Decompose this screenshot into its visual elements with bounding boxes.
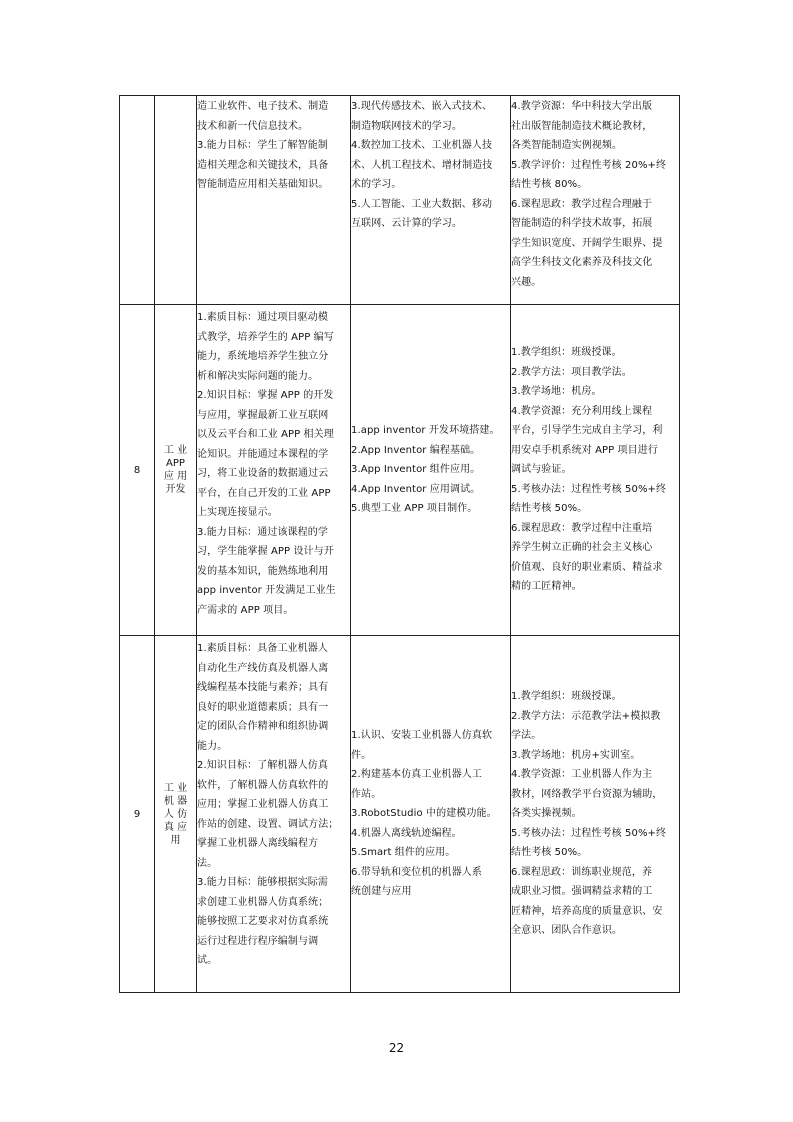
content-line: 1.app inventor 开发环境搭建。 — [351, 425, 500, 437]
requirement-line: 2.教学方法：项目教学法。 — [511, 366, 632, 378]
goal-line: 平台，在自己开发的工业 APP — [197, 487, 331, 499]
requirement-line: 平台，引导学生完成自主学习，利 — [511, 425, 663, 437]
requirement-line: 4.教学资源：充分利用线上课程 — [511, 405, 653, 417]
requirement-line: 结性考核 50%。 — [511, 503, 588, 515]
goal-line: 习，学生能掌握 APP 设计与开 — [197, 546, 334, 557]
course-name-line: 真 应 — [163, 821, 188, 833]
content-line: 制造物联网技术的学习。 — [351, 120, 463, 132]
requirement-line: 5.教学评价：过程性考核 20%+终 — [511, 159, 667, 171]
goal-line: 造相关理念和关键技术，具备 — [197, 159, 329, 171]
content-line: 作站。 — [351, 788, 382, 800]
course-name-line: 应 用 — [163, 471, 188, 482]
page-number: 22 — [388, 1041, 405, 1055]
teaching-requirements — [511, 96, 680, 305]
course-name — [155, 305, 197, 636]
goal-line: 技术和新一代信息技术。 — [197, 120, 309, 132]
row-number: 8 — [120, 305, 155, 636]
requirement-line: 6.课程思政：训练职业规范，养 — [511, 866, 653, 878]
requirement-line: 4.教学资源：工业机器人作为主 — [511, 769, 653, 781]
table-row — [120, 305, 680, 636]
requirement-line: 2.教学方法：示范教学法+模拟教 — [511, 710, 661, 722]
goal-line: 2.知识目标：掌握 APP 的开发 — [197, 390, 334, 401]
course-content — [351, 305, 511, 636]
course-name-line: 开发 — [165, 484, 186, 495]
requirement-line: 匠精神，培养高度的质量意识、安 — [511, 905, 663, 917]
goal-line: 能够按照工艺要求对仿真系统 — [197, 916, 329, 927]
goal-line: 3.能力目标：能够根据实际需 — [197, 877, 328, 888]
content-line: 6.带导轨和变位机的机器人系 — [351, 866, 482, 878]
goal-line: 定的团队合作精神和组织协调 — [197, 721, 329, 732]
goal-line: 发的基本知识，能熟练地利用 — [197, 565, 329, 577]
requirement-line: 价值观、良好的职业素质、精益求 — [511, 561, 663, 573]
goal-line: 析和解决实际问题的能力。 — [197, 370, 319, 382]
requirement-line: 兴趣。 — [511, 276, 542, 288]
goal-line: 智能制造应用相关基础知识。 — [197, 179, 329, 190]
goal-line: 能力。 — [197, 740, 228, 752]
requirement-line: 智能制造的科学技术故事，拓展 — [511, 218, 653, 229]
requirement-line: 5.考核办法：过程性考核 50%+终 — [511, 483, 667, 495]
content-line: 互联网、云计算的学习。 — [351, 218, 463, 229]
row-number: 9 — [120, 636, 155, 993]
goal-line: 应用；掌握工业机器人仿真工 — [197, 799, 329, 810]
course-name-line: 工 业 — [163, 782, 188, 794]
goal-line: 产需求的 APP 项目。 — [197, 604, 294, 616]
requirement-line: 高学生科技文化素养及科技文化 — [511, 257, 653, 268]
course-name — [155, 96, 197, 305]
content-line: 统创建与应用 — [351, 886, 412, 898]
content-line: 4.数控加工技术、工业机器人技 — [351, 140, 493, 151]
content-line: 2.构建基本仿真工业机器人工 — [351, 769, 482, 781]
goal-line: 自动化生产线仿真及机器人离 — [197, 662, 329, 674]
content-line: 5.Smart 组件的应用。 — [351, 847, 456, 859]
goal-line: 软件，了解机器人仿真软件的 — [197, 779, 329, 791]
requirement-line: 结性考核 80%。 — [511, 179, 588, 190]
goal-line: 良好的职业道德素质；具有一 — [197, 701, 329, 713]
content-line: 3.现代传感技术、嵌入式技术、 — [351, 101, 493, 112]
goal-line: 3.能力目标：学生了解智能制 — [197, 140, 328, 151]
content-line: 4.App Inventor 应用调试。 — [351, 483, 481, 495]
course-content — [351, 96, 511, 305]
table-row — [120, 636, 680, 993]
goal-line: 造工业软件、电子技术、制造 — [197, 101, 329, 112]
goal-line: 1.素质目标：具备工业机器人 — [197, 643, 328, 654]
course-name-line: APP — [166, 458, 185, 469]
goal-line: 习，将工业设备的数据通过云 — [197, 468, 329, 479]
content-line: 件。 — [351, 749, 372, 761]
goal-line: 以及云平台和工业 APP 相关理 — [197, 429, 334, 440]
requirement-line: 各类智能制造实例视频。 — [511, 140, 623, 151]
requirement-line: 6.课程思政：教学过程中注重培 — [511, 522, 653, 534]
course-goals — [197, 96, 351, 305]
content-line: 2.App Inventor 编程基础。 — [351, 444, 481, 456]
course-goals — [197, 636, 351, 993]
content-line: 3.RobotStudio 中的建模功能。 — [351, 808, 497, 820]
requirement-line: 5.考核办法：过程性考核 50%+终 — [511, 827, 667, 839]
requirement-line: 各类实操视频。 — [511, 808, 582, 820]
content-line: 5.人工智能、工业大数据、移动 — [351, 198, 493, 210]
goal-line: 求创建工业机器人仿真系统； — [197, 896, 329, 908]
requirement-line: 学生知识宽度、开阔学生眼界、提 — [511, 237, 663, 249]
course-name-line: 工 业 — [163, 445, 188, 456]
goal-line: 上实现连接显示。 — [197, 507, 278, 518]
requirement-line: 全意识、团队合作意识。 — [511, 925, 623, 937]
goal-line: 3.能力目标：通过该课程的学 — [197, 526, 328, 538]
content-line: 4.机器人离线轨迹编程。 — [351, 827, 462, 839]
requirement-line: 1.教学组织：班级授课。 — [511, 691, 622, 703]
content-line: 术的学习。 — [351, 179, 402, 190]
content-line: 术、人机工程技术、增材制造技 — [351, 159, 493, 171]
goal-line: 2.知识目标：了解机器人仿真 — [197, 760, 328, 771]
requirement-line: 教材，网络教学平台资源为辅助， — [511, 788, 663, 800]
teaching-requirements — [511, 636, 680, 993]
goal-line: 运行过程进行程序编制与调 — [197, 935, 319, 947]
requirement-line: 用安卓手机系统对 APP 项目进行 — [511, 444, 658, 456]
requirement-line: 1.教学组织：班级授课。 — [511, 347, 622, 359]
requirement-line: 养学生树立正确的社会主义核心 — [511, 542, 653, 554]
table-row — [120, 96, 680, 305]
course-content — [351, 636, 511, 993]
course-name-line: 机 器 — [163, 795, 188, 807]
goal-line: 作站的创建、设置、调试方法； — [197, 818, 339, 830]
goal-line: 能力，系统地培养学生独立分 — [197, 351, 329, 362]
requirement-line: 6.课程思政：教学过程合理融于 — [511, 198, 653, 210]
goal-line: 1.素质目标：通过项目驱动模 — [197, 312, 328, 323]
requirement-line: 4.教学资源：华中科技大学出版 — [511, 101, 653, 112]
course-table — [119, 95, 680, 993]
goal-line: 法。 — [197, 857, 218, 869]
goal-line: 式教学，培养学生的 APP 编写 — [197, 331, 334, 343]
content-line: 5.典型工业 APP 项目制作。 — [351, 503, 478, 515]
content-line: 3.App Inventor 组件应用。 — [351, 464, 481, 476]
requirement-line: 学法。 — [511, 730, 542, 742]
goal-line: app inventor 开发满足工业生 — [197, 585, 336, 596]
requirement-line: 社出版智能制造技术概论教材， — [511, 120, 653, 132]
goal-line: 掌握工业机器人离线编程方 — [197, 838, 319, 849]
requirement-line: 精的工匠精神。 — [511, 581, 582, 593]
course-goals — [197, 305, 351, 636]
content-line: 1.认识、安装工业机器人仿真软 — [351, 730, 493, 742]
course-name-line: 用 — [170, 834, 181, 846]
teaching-requirements — [511, 305, 680, 636]
goal-line: 与应用，掌握最新工业互联网 — [197, 409, 329, 421]
requirement-line: 调试与验证。 — [511, 464, 572, 476]
goal-line: 论知识。并能通过本课程的学 — [197, 448, 329, 460]
requirement-line: 3.教学场地：机房+实训室。 — [511, 749, 641, 761]
requirement-line: 成职业习惯。强调精益求精的工 — [511, 886, 653, 898]
goal-line: 线编程基本技能与素养；具有 — [197, 682, 329, 693]
course-name — [155, 636, 197, 993]
row-number — [120, 96, 155, 305]
requirement-line: 结性考核 50%。 — [511, 847, 588, 859]
requirement-line: 3.教学场地：机房。 — [511, 386, 602, 398]
course-name-line: 人 仿 — [163, 808, 188, 820]
goal-line: 试。 — [197, 955, 218, 966]
